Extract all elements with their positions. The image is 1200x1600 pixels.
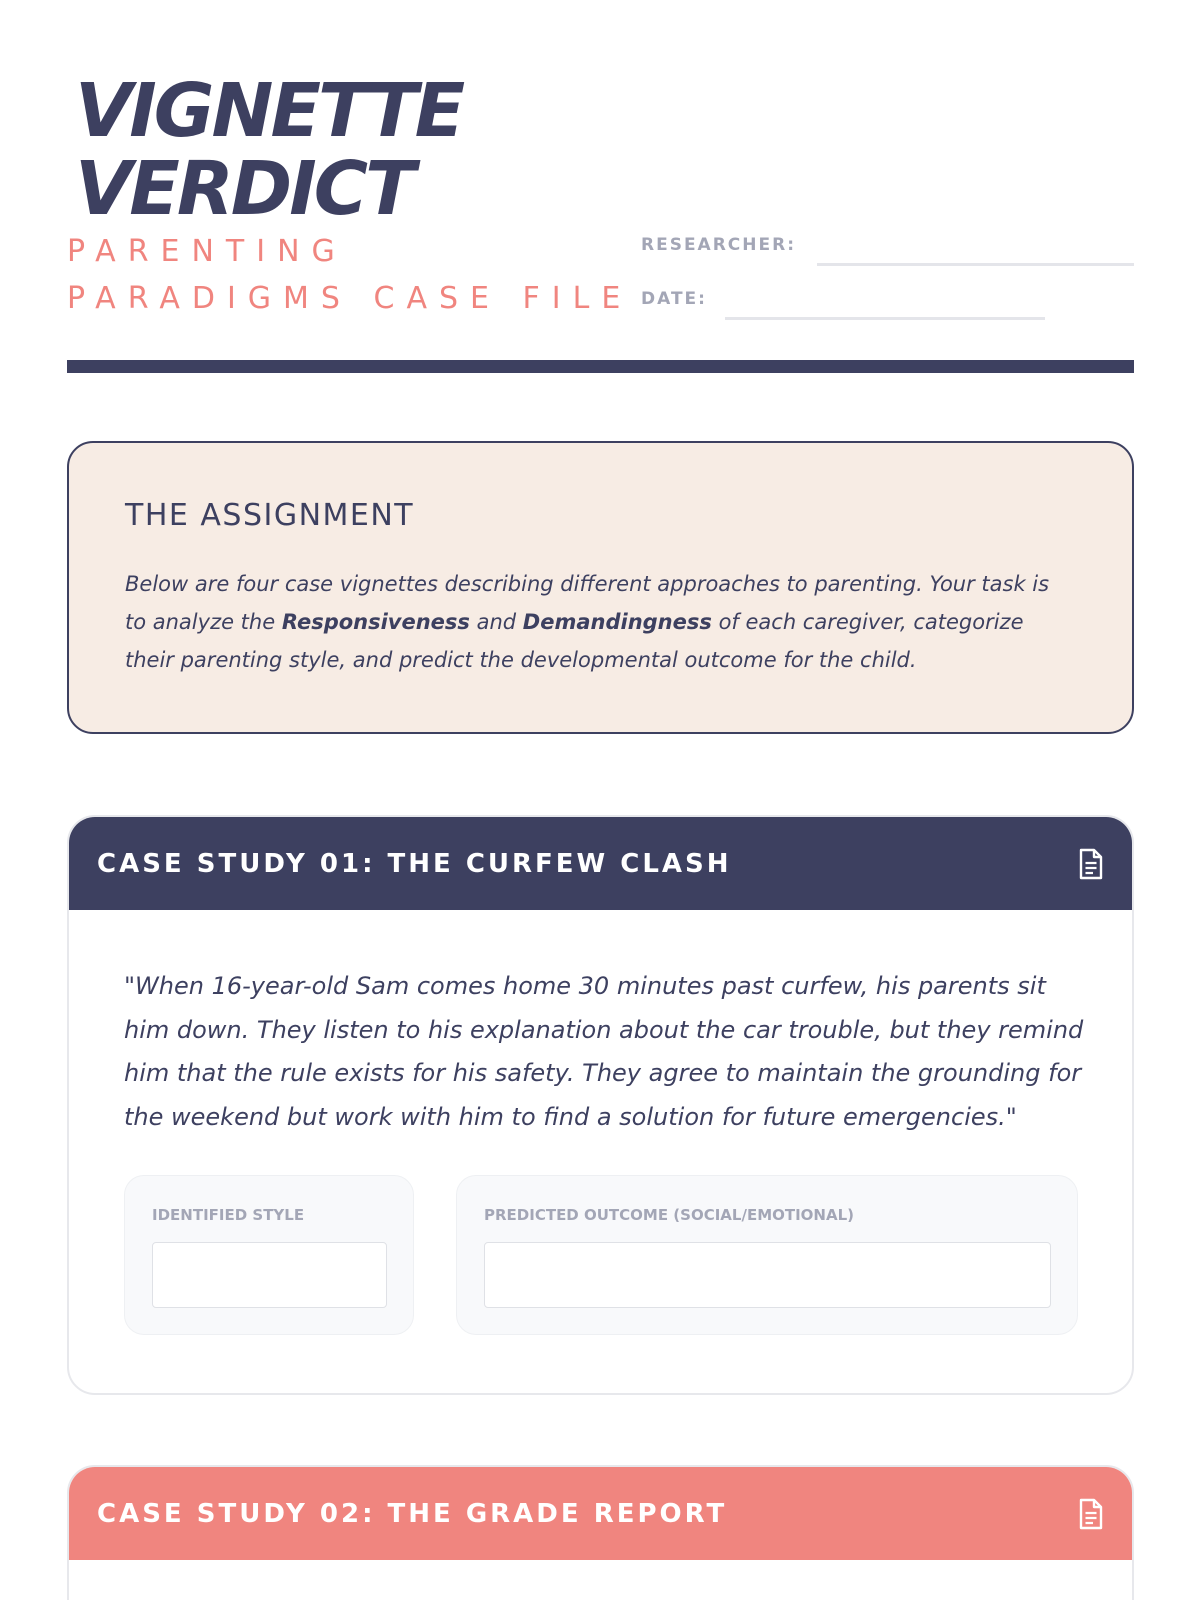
page-header (67, 0, 1134, 380)
case-study-01-header (69, 817, 1132, 910)
researcher-label: RESEARCHER: (641, 235, 797, 255)
title-line-1: VIGNETTE (75, 68, 463, 154)
case-study-01-title: CASE STUDY 01: THE CURFEW CLASH (97, 848, 732, 879)
page-subtitle: PARENTING PARADIGMS CASE FILE (67, 234, 633, 316)
assignment-text-part: of each caregiver, categorize their parenting style, and predict the developmental outcome for the child. (125, 610, 1024, 672)
header-divider (67, 360, 1134, 373)
date-field[interactable] (725, 317, 1045, 320)
assignment-text (125, 565, 1075, 679)
page-title (75, 68, 463, 232)
case-study-01 (67, 815, 1134, 1395)
identified-style-card (124, 1175, 414, 1335)
assignment-text-part: and (469, 610, 523, 634)
case-vignette: "When 16-year-old Sam comes home 30 minutes past curfew, his parents sit him down. They listen to his explanation about the car trouble, but they remind him that the rule exists for his safety. They agree to maintain the grounding for the weekend but work with him to find a solution for future emergencies." (124, 972, 1084, 1131)
document-icon[interactable] (1078, 1498, 1104, 1530)
date-label: DATE: (641, 289, 707, 309)
case-study-02-header (69, 1467, 1132, 1560)
predicted-outcome-label: PREDICTED OUTCOME (SOCIAL/EMOTIONAL) (484, 1206, 855, 1224)
case-study-02 (67, 1465, 1134, 1600)
assignment-panel (67, 441, 1134, 734)
identified-style-label: IDENTIFIED STYLE (152, 1206, 305, 1224)
identified-style-input[interactable] (152, 1242, 387, 1308)
predicted-outcome-card (456, 1175, 1078, 1335)
responsiveness-term: Responsiveness (281, 610, 470, 634)
predicted-outcome-input[interactable] (484, 1242, 1051, 1308)
title-line-2: VERDICT (75, 146, 413, 232)
assignment-text-part: Below are four case vignettes describing different approaches to parenting. Your task is to analyze the (125, 572, 1050, 634)
researcher-field[interactable] (817, 263, 1134, 266)
assignment-heading: THE ASSIGNMENT (125, 498, 415, 533)
demandingness-term: Demandingness (522, 610, 712, 634)
case-study-02-title: CASE STUDY 02: THE GRADE REPORT (97, 1498, 728, 1529)
document-icon[interactable] (1078, 848, 1104, 880)
